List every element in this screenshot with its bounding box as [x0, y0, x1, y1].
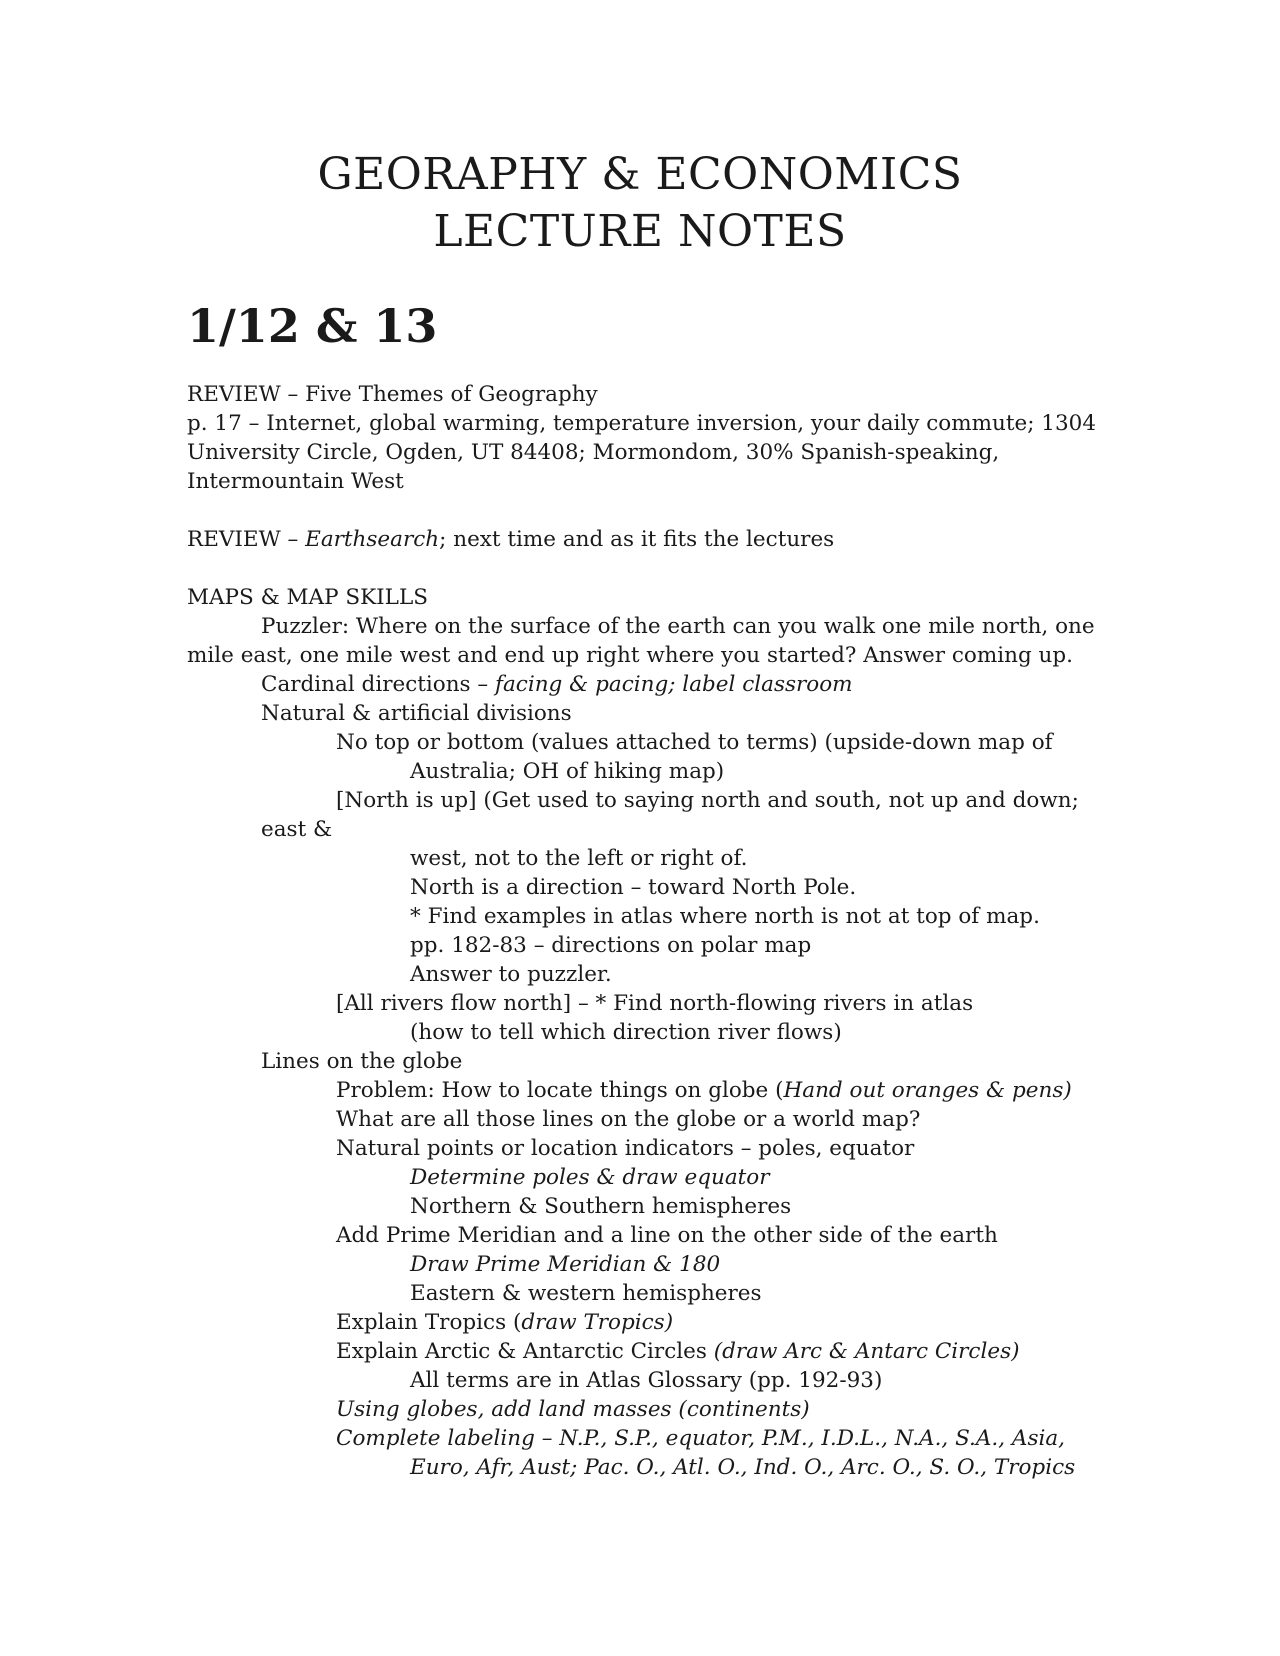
- activity-text: Euro, Afr, Aust; Pac. O., Atl. O., Ind. O., Arc. O., S. O., Tropics: [410, 1455, 1076, 1480]
- book-title: Earthsearch: [305, 527, 440, 552]
- activity-line: [410, 1250, 720, 1279]
- activity-text: Draw Prime Meridian & 180: [410, 1252, 721, 1277]
- arctic-activity: (draw Arc & Antarc Circles): [713, 1339, 1020, 1364]
- note-line: Northern & Southern hemispheres: [410, 1194, 792, 1219]
- tropics-activity: draw Tropics): [521, 1310, 674, 1335]
- note-line: Eastern & western hemispheres: [410, 1281, 762, 1306]
- arctic-label: Explain Arctic & Antarctic Circles: [336, 1339, 714, 1364]
- note-line: Add Prime Meridian and a line on the other side of the earth: [336, 1223, 998, 1248]
- review-prefix: REVIEW –: [187, 527, 306, 552]
- note-line: * Find examples in atlas where north is not at top of map.: [410, 904, 1040, 929]
- review-earthsearch: [187, 525, 834, 554]
- note-line: Australia; OH of hiking map): [410, 759, 725, 784]
- note-line: Puzzler: Where on the surface of the earth can you walk one mile north, one: [261, 614, 1095, 639]
- activity-text: Determine poles & draw equator: [410, 1165, 770, 1190]
- review-line: p. 17 – Internet, global warming, temperature inversion, your daily commute; 1304: [187, 411, 1097, 436]
- problem-activity: Hand out oranges & pens): [783, 1078, 1072, 1103]
- note-line: Answer to puzzler.: [410, 962, 612, 987]
- activity-line: [336, 1424, 1065, 1453]
- note-line: east &: [261, 817, 333, 842]
- note-line: west, not to the left or right of.: [410, 846, 748, 871]
- note-line: [336, 1076, 1072, 1105]
- review-heading: REVIEW – Five Themes of Geography: [187, 382, 598, 407]
- note-line: pp. 182-83 – directions on polar map: [410, 933, 812, 958]
- document-title-line-1: GEORAPHY & ECONOMICS: [317, 149, 963, 200]
- note-line: [336, 1308, 673, 1337]
- activity-text: Using globes, add land masses (continents): [336, 1397, 810, 1422]
- activity-line: [410, 1453, 1075, 1482]
- activity-line: [410, 1163, 770, 1192]
- note-line: [336, 1337, 1020, 1366]
- review-suffix: ; next time and as it fits the lectures: [439, 527, 835, 552]
- note-line: mile east, one mile west and end up right where you started? Answer coming up.: [187, 643, 1073, 668]
- activity-line: [336, 1395, 810, 1424]
- activity-text: Complete labeling – N.P., S.P., equator, P.M., I.D.L., N.A., S.A., Asia,: [336, 1426, 1066, 1451]
- review-line: University Circle, Ogden, UT 84408; Mormondom, 30% Spanish-speaking,: [187, 440, 1000, 465]
- tropics-label: Explain Tropics (: [336, 1310, 522, 1335]
- note-line: Natural points or location indicators – poles, equator: [336, 1136, 915, 1161]
- cardinal-label: Cardinal directions –: [261, 672, 496, 697]
- note-line: [261, 670, 853, 699]
- note-line: [All rivers flow north] – * Find north-flowing rivers in atlas: [336, 991, 974, 1016]
- note-line: (how to tell which direction river flows): [410, 1020, 842, 1045]
- note-line: Natural & artificial divisions: [261, 701, 572, 726]
- subsection-heading: Lines on the globe: [261, 1049, 463, 1074]
- lecture-date: 1/12 & 13: [187, 299, 438, 353]
- note-line: North is a direction – toward North Pole.: [410, 875, 857, 900]
- note-line: No top or bottom (values attached to terms) (upside-down map of: [336, 730, 1053, 755]
- problem-label: Problem: How to locate things on globe (: [336, 1078, 784, 1103]
- cardinal-activity: facing & pacing; label classroom: [495, 672, 853, 697]
- note-line: [North is up] (Get used to saying north and south, not up and down;: [336, 788, 1079, 813]
- review-line: Intermountain West: [187, 469, 404, 494]
- note-line: All terms are in Atlas Glossary (pp. 192-93): [410, 1368, 883, 1393]
- section-heading: MAPS & MAP SKILLS: [187, 585, 428, 610]
- note-line: What are all those lines on the globe or a world map?: [336, 1107, 921, 1132]
- document-title-line-2: LECTURE NOTES: [433, 206, 847, 257]
